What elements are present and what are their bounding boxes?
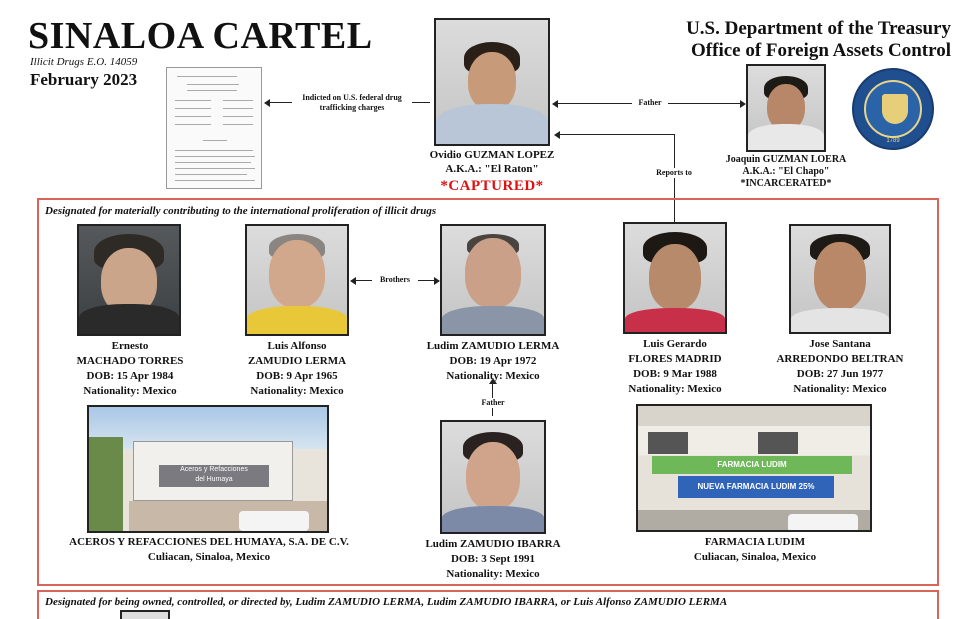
- luis-alfonso-photo: [245, 224, 349, 336]
- farmacia-banner: NUEVA FARMACIA LUDIM 25%: [678, 476, 834, 498]
- luis-alfonso-last: ZAMUDIO LERMA: [247, 355, 347, 367]
- aceros-name: ACEROS Y REFACCIONES DEL HUMAYA, S.A. DE C.V.: [69, 536, 349, 548]
- agency-name: U.S. Department of the Treasury: [686, 18, 951, 39]
- luis-gerardo-nationality: Nationality: Mexico: [628, 383, 722, 395]
- reports-to-label: Reports to: [646, 168, 702, 178]
- agency-office: Office of Foreign Assets Control: [691, 40, 951, 61]
- ovidio-status: *CAPTURED*: [440, 178, 544, 194]
- ovidio-name: Ovidio GUZMAN LOPEZ: [429, 149, 555, 161]
- ludim-lerma-photo: [440, 224, 546, 336]
- indicted-label: Indicted on U.S. federal drug trafficking charges: [292, 93, 412, 113]
- father-label-top: Father: [632, 98, 668, 108]
- chapo-name: Joaquin GUZMAN LOERA: [725, 154, 847, 165]
- luis-gerardo-first: Luis Gerardo: [643, 338, 707, 350]
- executive-order: Illicit Drugs E.O. 14059: [30, 56, 138, 68]
- chapo-photo: [746, 64, 826, 152]
- ludim-ibarra-nationality: Nationality: Mexico: [446, 568, 540, 580]
- ludim-ibarra-name: Ludim ZAMUDIO IBARRA: [425, 538, 561, 550]
- machado-photo: [77, 224, 181, 336]
- chapo-status: *INCARCERATED*: [740, 178, 832, 189]
- luis-gerardo-last: FLORES MADRID: [628, 353, 722, 365]
- ludim-lerma-dob: DOB: 19 Apr 1972: [449, 355, 537, 367]
- page-title: SINALOA CARTEL: [28, 15, 373, 57]
- brothers-label: Brothers: [372, 275, 418, 285]
- luis-alfonso-nationality: Nationality: Mexico: [250, 385, 344, 397]
- ovidio-aka: A.K.A.: "El Raton": [445, 163, 539, 175]
- seal-year: 1789: [886, 138, 900, 144]
- section1-banner: Designated for materially contributing to the international proliferation of illicit drugs: [45, 205, 437, 217]
- farmacia-storefront-photo: [636, 404, 872, 532]
- ludim-lerma-name: Ludim ZAMUDIO LERMA: [426, 340, 560, 352]
- aceros-location: Culiacan, Sinaloa, Mexico: [147, 551, 271, 563]
- machado-last: MACHADO TORRES: [76, 355, 184, 367]
- jose-santana-first: Jose Santana: [809, 338, 871, 350]
- farmacia-name: FARMACIA LUDIM: [704, 536, 806, 548]
- treasury-seal-icon: [852, 68, 934, 150]
- indictment-document-image: [166, 67, 262, 189]
- section2-photo-partial: [120, 610, 170, 619]
- aceros-sign-line2: del Humaya: [195, 476, 233, 483]
- ludim-ibarra-photo: [440, 420, 546, 534]
- jose-santana-nationality: Nationality: Mexico: [793, 383, 887, 395]
- aceros-sign-line1: Aceros y Refacciones: [180, 466, 248, 473]
- machado-first: Ernesto: [111, 340, 149, 352]
- jose-santana-last: ARREDONDO BELTRAN: [776, 353, 904, 365]
- ludim-ibarra-dob: DOB: 3 Sept 1991: [450, 553, 536, 565]
- luis-gerardo-dob: DOB: 9 Mar 1988: [633, 368, 717, 380]
- ovidio-photo: [434, 18, 550, 146]
- reports-to-arrow-h: [560, 134, 674, 135]
- machado-nationality: Nationality: Mexico: [83, 385, 177, 397]
- chapo-aka: A.K.A.: "El Chapo": [742, 166, 830, 177]
- luis-gerardo-photo: [623, 222, 727, 334]
- jose-santana-photo: [789, 224, 891, 334]
- section2-banner: Designated for being owned, controlled, or directed by, Ludim ZAMUDIO LERMA, Ludim ZAMUDIO IBARRA, or Luis Alfonso ZAMUDIO LERMA: [45, 596, 728, 608]
- date: February 2023: [30, 70, 138, 89]
- luis-alfonso-dob: DOB: 9 Apr 1965: [256, 370, 338, 382]
- luis-alfonso-first: Luis Alfonso: [267, 340, 327, 352]
- farmacia-location: Culiacan, Sinaloa, Mexico: [693, 551, 817, 563]
- machado-dob: DOB: 15 Apr 1984: [86, 370, 174, 382]
- jose-santana-dob: DOB: 27 Jun 1977: [796, 368, 884, 380]
- ludim-lerma-nationality: Nationality: Mexico: [446, 370, 540, 382]
- aceros-storefront-photo: [87, 405, 329, 533]
- farmacia-sign: FARMACIA LUDIM: [652, 456, 852, 474]
- father-label-inner: Father: [474, 398, 512, 408]
